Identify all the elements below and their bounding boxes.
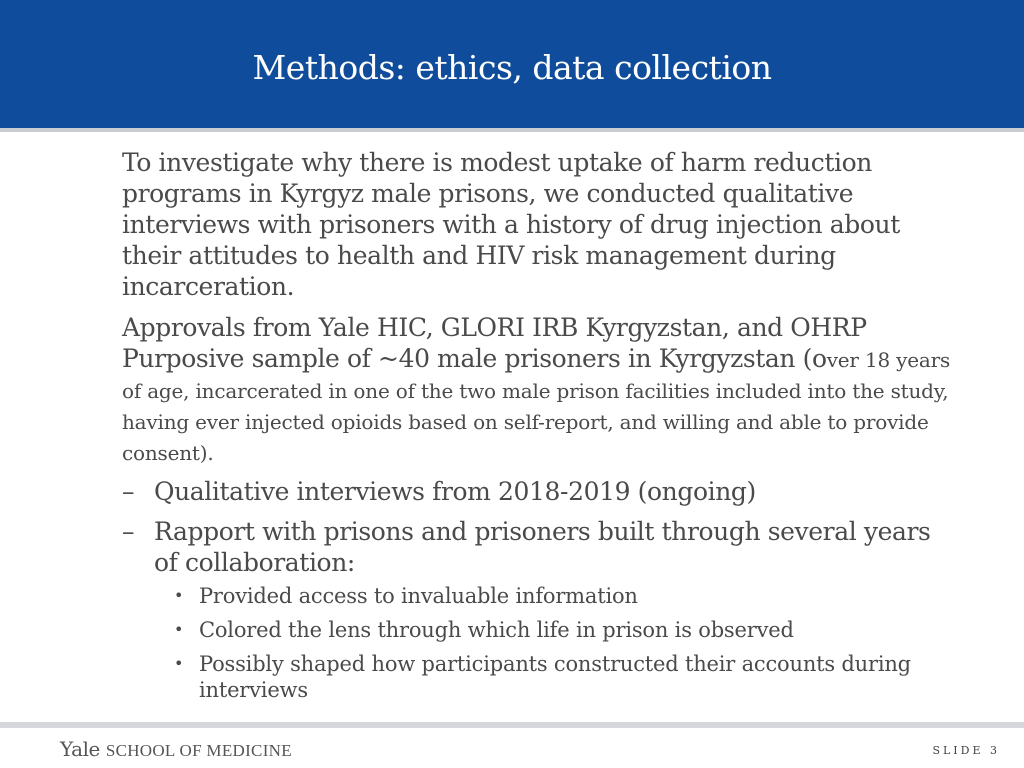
sample-detail: ver 18 years of age, incarcerated in one of the two male prison facilities included into the study, having ever injected opioids based on self-report, and willing and able to provide consent). <box>122 348 951 465</box>
slide-title: Methods: ethics, data collection <box>252 48 772 87</box>
bullet-text: Provided access to invaluable information <box>199 584 638 608</box>
sample-lead: Purposive sample of ~40 male prisoners in Kyrgyzstan (o <box>122 344 827 373</box>
slide-body <box>122 147 952 711</box>
dash-item-text: Qualitative interviews from 2018-2019 (ongoing) <box>154 477 756 506</box>
dash-marker: – <box>122 477 135 506</box>
dash-item-rapport <box>122 516 952 578</box>
list-item <box>170 583 952 609</box>
footer-divider <box>0 722 1024 728</box>
logo-wordmark: Yale <box>60 737 100 761</box>
bullet-marker: • <box>174 654 184 673</box>
slide-number: SLIDE 3 <box>932 744 1000 757</box>
dash-item-interviews <box>122 476 952 507</box>
dash-marker: – <box>122 517 135 546</box>
list-item <box>170 651 952 703</box>
rapport-bullet-list <box>170 583 952 703</box>
dash-item-text: Rapport with prisons and prisoners built through several years of collaboration: <box>154 517 931 577</box>
list-item <box>170 617 952 643</box>
bullet-marker: • <box>174 586 184 605</box>
bullet-text: Possibly shaped how participants constructed their accounts during interviews <box>199 652 911 702</box>
sample-paragraph <box>122 343 952 467</box>
approvals-line: Approvals from Yale HIC, GLORI IRB Kyrgyzstan, and OHRP <box>122 313 867 342</box>
intro-paragraph: To investigate why there is modest uptake of harm reduction programs in Kyrgyz male prisons, we conducted qualitative interviews with prisoners with a history of drug injection about their attitudes to health and HIV risk management during incarceration. <box>122 148 900 301</box>
bullet-marker: • <box>174 620 184 639</box>
logo-school-name: SCHOOL OF MEDICINE <box>105 741 292 760</box>
title-banner-shadow <box>0 128 1024 132</box>
bullet-text: Colored the lens through which life in prison is observed <box>199 618 794 642</box>
yale-medicine-logo <box>60 737 292 763</box>
